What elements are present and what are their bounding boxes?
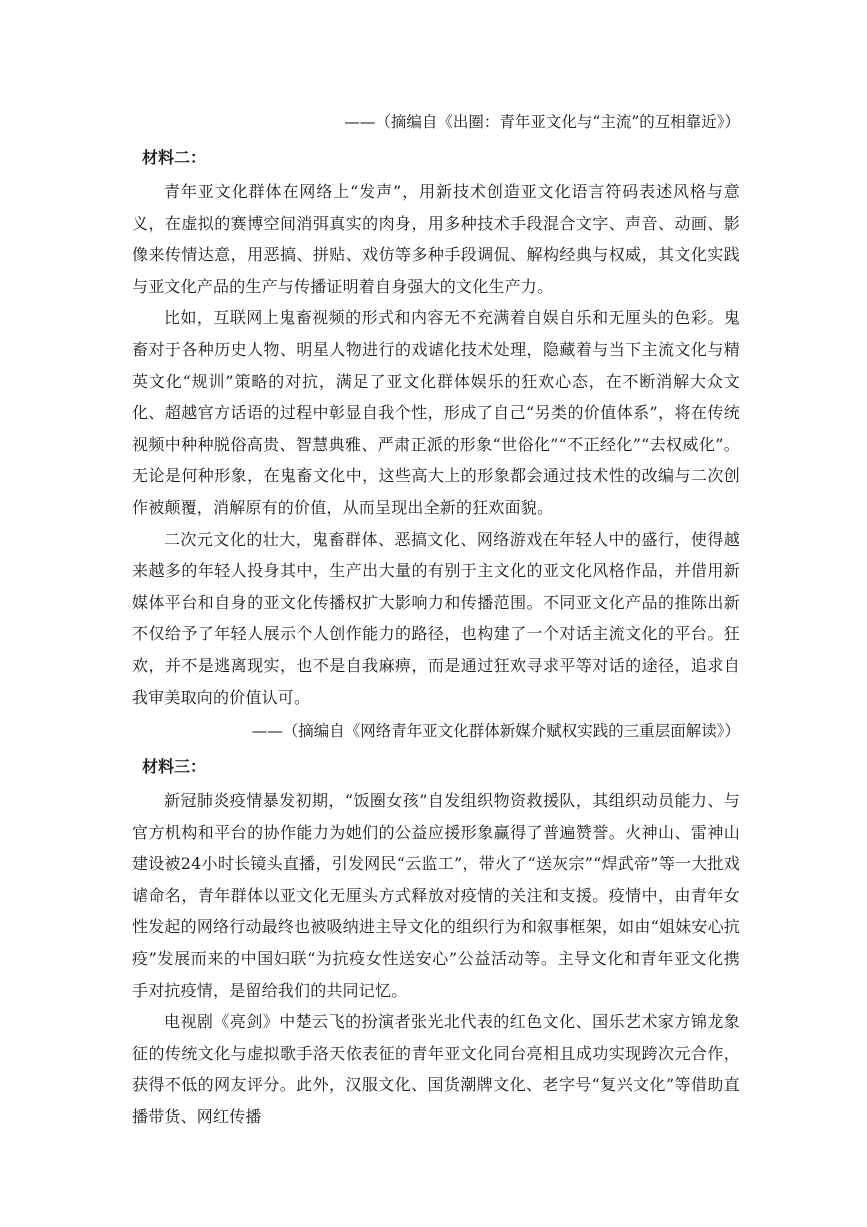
material-3-paragraph-1: 新冠肺炎疫情暴发初期，“饭圈女孩”自发组织物资救援队，其组织动员能力、与官方机构和平台的协作能力为她们的公益应援形象赢得了普遍赞誉。火神山、雷神山建设被24小时长镜头直播，引发网民“云监工”，带火了“送灰宗”“焊武帝”等一大批戏谑命名，青年群体以亚文化无厘头方式释放对疫情的关注和支援。疫情中，由青年女性发起的网络行动最终也被吸纳进主导文化的组织行为和叙事框架，如由“姐妹安心抗疫”发展而来的中国妇联“为抗疫女性送安心”公益活动等。主导文化和青年亚文化携手对抗疫情，是留给我们的共同记忆。 — [132, 791, 740, 1000]
material-3-paragraph-2: 电视剧《亮剑》中楚云飞的扮演者张光北代表的红色文化、国乐艺术家方锦龙象征的传统文化与虚拟歌手洛天依表征的青年亚文化同台亮相且成功实现跨次元合作，获得不低的网友评分。此外，汉服文化、国货潮牌文化、老字号“复兴文化”等借助直播带货、网红传播 — [132, 1012, 740, 1127]
material-2-paragraph-3: 二次元文化的壮大，鬼畜群体、恶搞文化、网络游戏在年轻人中的盛行，使得越来越多的年轻人投身其中，生产出大量的有别于主文化的亚文化风格作品，并借用新媒体平台和自身的亚文化传播权扩大影响力和传播范围。不同亚文化产品的推陈出新不仅给予了年轻人展示个人创作能力的路径，也构建了一个对话主流文化的平台。狂欢，并不是逃离现实，也不是自我麻痹，而是通过狂欢寻求平等对话的途径，追求自我审美取向的价值认可。 — [132, 529, 740, 707]
material-2-paragraph-2: 比如，互联网上鬼畜视频的形式和内容无不充满着自娱自乐和无厘头的色彩。鬼畜对于各种历史人物、明星人物进行的戏谑化技术处理，隐藏着与当下主流文化与精英文化“规训”策略的对抗，满足了亚文化群体娱乐的狂欢心态，在不断消解大众文化、超越官方话语的过程中彰显自我个性，形成了自己“另类的价值体系”，将在传统视频中种种脱俗高贵、智慧典雅、严肃正派的形象“世俗化”“不正经化”“去权威化”。无论是何种形象，在鬼畜文化中，这些高大上的形象都会通过技术性的改编与二次创作被颠覆，消解原有的价值，从而呈现出全新的狂欢面貌。 — [132, 308, 740, 517]
material-2-heading: 材料二： — [142, 148, 207, 167]
document-body — [132, 104, 740, 1133]
material-2-paragraph-1: 青年亚文化群体在网络上“发声”，用新技术创造亚文化语言符码表述风格与意义，在虚拟的赛博空间消弭真实的肉身，用多种技术手段混合文字、声音、动画、影像来传情达意，用恶搞、拼贴、戏仿等多种手段调侃、解构经典与权威，其文化实践与亚文化产品的生产与传播证明着自身强大的文化生产力。 — [132, 182, 740, 296]
source-citation-1: ——（摘编自《出圈：青年亚文化与“主流”的互相靠近》） — [344, 113, 740, 131]
material-3-heading: 材料三： — [142, 757, 207, 777]
source-citation-2: ——（摘编自《网络青年亚文化群体新媒介赋权实践的三重层面解读》） — [251, 722, 740, 741]
